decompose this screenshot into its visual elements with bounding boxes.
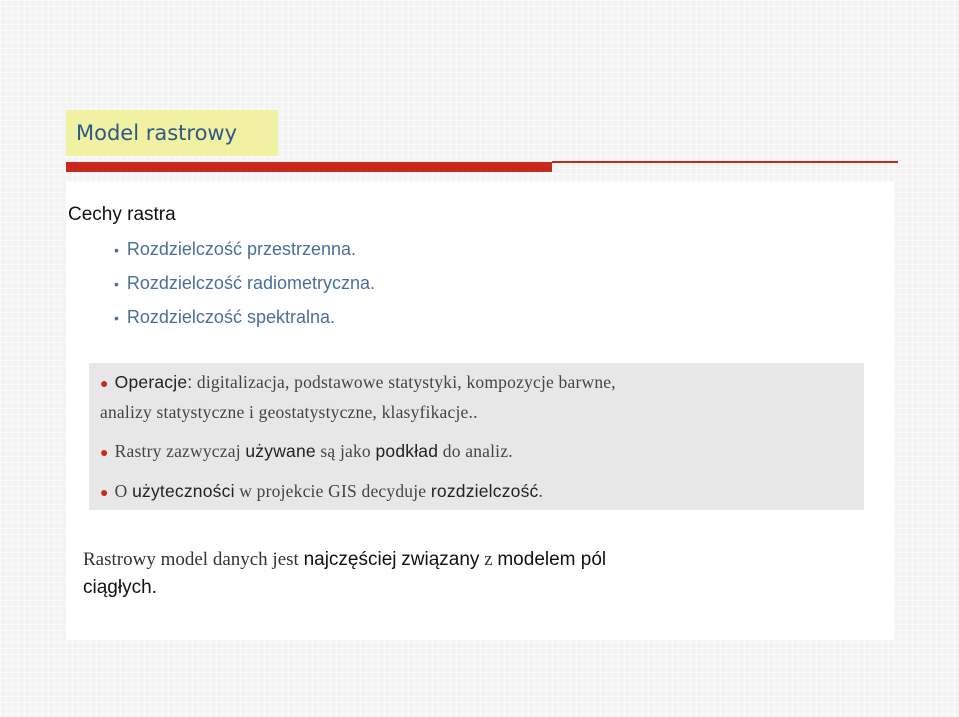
list-item: • Rozdzielczość radiometryczna.	[114, 273, 375, 293]
operations-line-2: analizy statystyczne i geostatystyczne, klasyfikacje..	[100, 402, 478, 422]
title-underline-bar	[66, 162, 552, 172]
usefulness-line: ● O użyteczności w projekcie GIS decyduje rozdzielczość.	[100, 481, 544, 501]
list-item: • Rozdzielczość przestrzenna.	[114, 239, 357, 259]
rasters-line: ● Rastry zazwyczaj używane są jako podkład do analiz.	[100, 441, 513, 461]
operations-line: ● Operacje: digitalizacja, podstawowe statystyki, kompozycje barwne,	[100, 372, 616, 392]
feature-list	[114, 238, 375, 340]
bullet-icon: ●	[100, 377, 109, 392]
bottom-paragraph: Rastrowy model danych jest najczęściej związany z modelem pól ciągłych.	[83, 549, 607, 598]
bullet-icon: ●	[100, 446, 109, 461]
bullet-icon: •	[114, 276, 119, 292]
page-title: Model rastrowy	[76, 121, 238, 145]
bullet-icon: •	[114, 310, 119, 326]
section-heading: Cechy rastra	[68, 204, 176, 225]
bullet-icon: •	[114, 242, 119, 258]
title-box	[66, 110, 278, 156]
bullet-icon: ●	[100, 486, 109, 501]
list-item: • Rozdzielczość spektralna.	[114, 307, 335, 327]
title-underline-rule	[552, 161, 898, 163]
